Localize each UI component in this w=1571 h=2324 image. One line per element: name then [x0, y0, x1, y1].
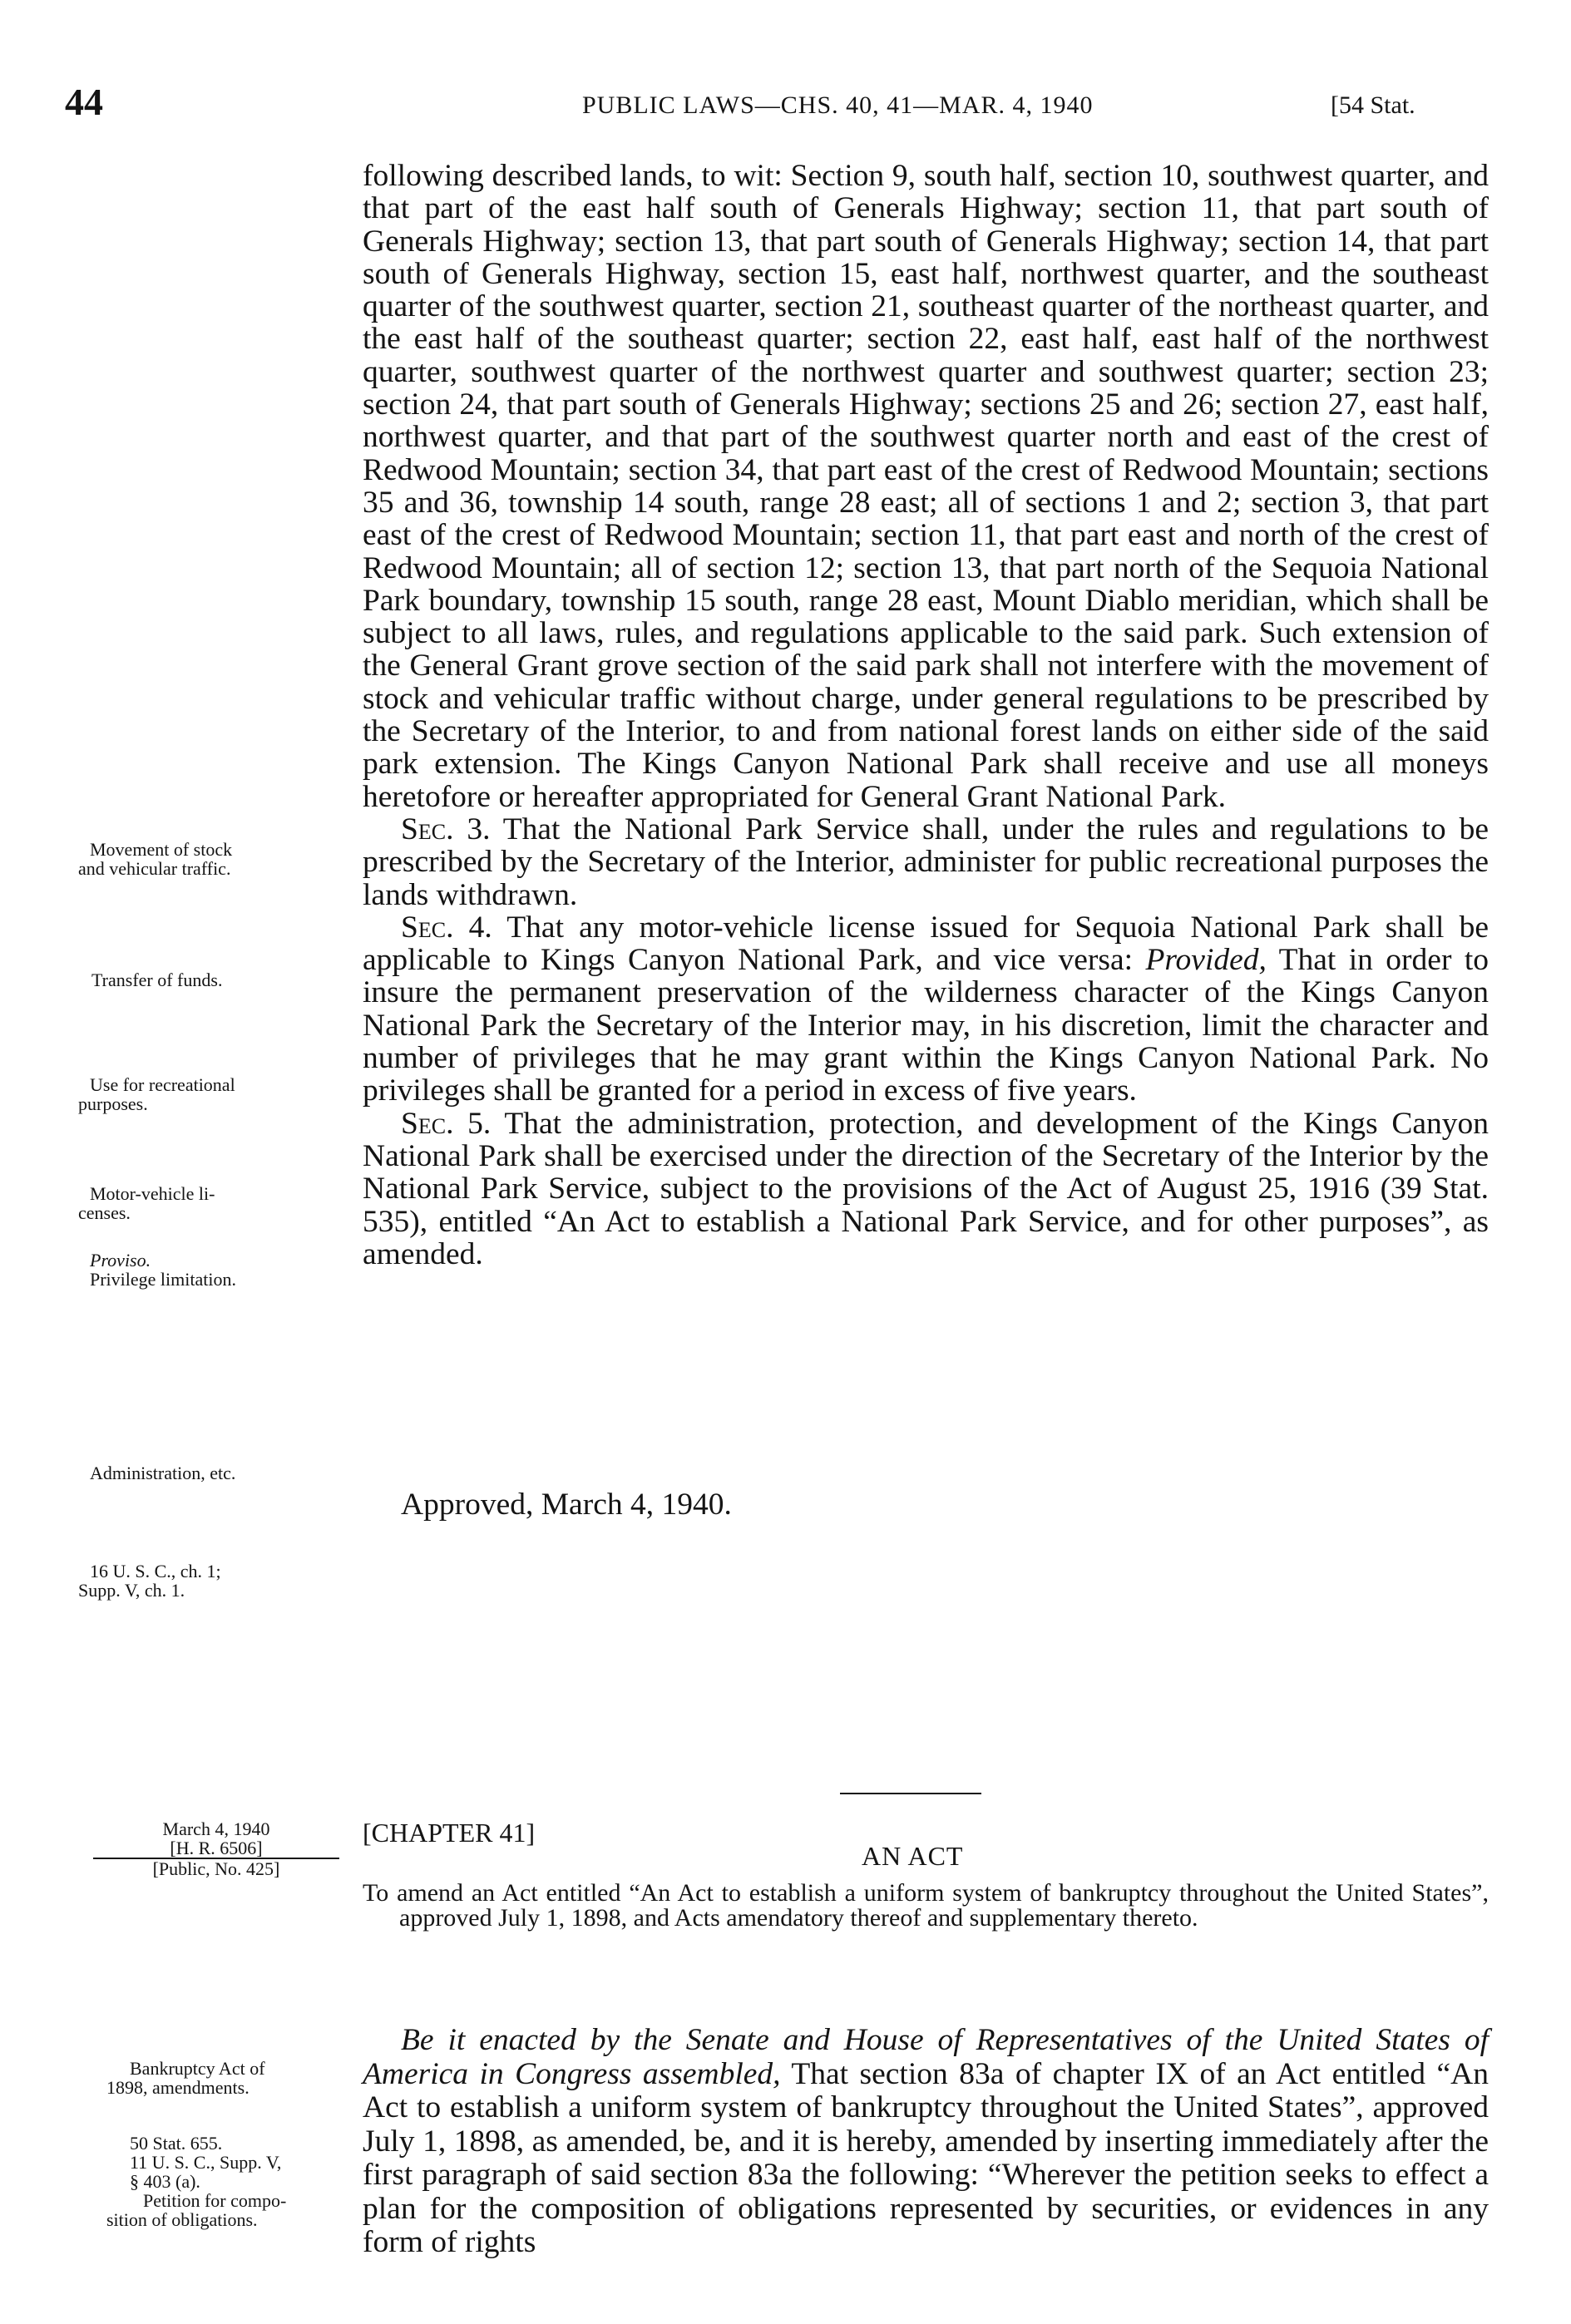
enacting-clause — [363, 2024, 1489, 2260]
statute-volume: [54 Stat. — [1331, 91, 1415, 119]
section-4-text-a: That any motor-vehicle license issued for Sequoia National Park shall be applicable to Kings Canyon National Park, and vice versa: — [363, 910, 1489, 978]
margin-note-enactment-data — [93, 1819, 339, 1878]
paragraph-lands-description: following described lands, to wit: Section 9, south half, section 10, southwest quarter, and that part of the east half south of Generals Highway; section 11, that part south of Generals Highway; section 13, that part south of Generals Highway; section 14, that part south of Generals Highway, section 15, east half, northwest quarter, and the southeast quarter of the southwest quarter, section 21, southeast quarter of the northeast quarter, and the east half of the southeast quarter; section 22, east half, east half of the northwest quarter, southwest quarter of the northwest quarter and southwest quarter; section 23; section 24, that part south of Generals Highway; sections 25 and 26; section 27, east half, northwest quarter, and that part of the southwest quarter north and east of the crest of Redwood Mountain; section 34, that part east of the crest of Redwood Mountain; sections 35 and 36, township 14 south, range 28 east; all of sections 1 and 2; section 3, that part east of the crest of Redwood Mountain; section 11, that part east and north of the crest of Redwood Mountain; all of section 12; section 13, that part north of the Sequoia National Park boundary, township 15 south, range 28 east, Mount Diablo meridian, which shall be subject to all laws, rules, and regulations applicable to the said park. Such extension of the General Grant grove section of the said park shall not interfere with the movement of stock and vehicular traffic without charge, under general regulations to be prescribed by the Secretary of the Interior, to and from national forest lands on either side of the said park extension. The Kings Canyon National Park shall receive and use all moneys heretofore or hereafter appropriated for General Grant National Park. — [363, 159, 1489, 814]
chapter-label: [CHAPTER 41] — [363, 1818, 536, 1848]
section-4-text-b: That in order to insure the permanent preservation of the wilderness character of the Kings Canyon National Park the Secretary of the Interior may, in his discretion, limit the character and number of privileges that he may grant within the Kings Canyon National Park. No privileges shall be granted for a period in excess of five years. — [363, 943, 1489, 1108]
margin-note-citations: 50 Stat. 655. 11 U. S. C., Supp. V, § 403 (a). Petition for compo- sition of obligations. — [106, 2133, 287, 2230]
margin-note-bankruptcy: Bankruptcy Act of 1898, amendments. — [106, 2058, 265, 2098]
page-number: 44 — [65, 81, 103, 123]
section-4-label: Sec. 4. — [401, 910, 492, 945]
act-title: To amend an Act entitled “An Act to establish a uniform system of bankruptcy throughout the United States”, approved July 1, 1898, and Acts amendatory thereof and supplementary thereto. — [363, 1879, 1489, 1932]
chapter-40-text — [363, 160, 1489, 1271]
enacting-text: That section 83a of chapter IX of an Act entitled “An Act to establish a uniform system of bankruptcy throughout the United States”, approved July 1, 1898, as amended, be, and it is hereby, amended by inserting immediately after the first paragraph of said section 83a the following: “Wherever the petition seeks to effect a plan for the composition of obligations represented by securities, or evidences in any form of rights — [363, 2056, 1489, 2259]
section-5-text: That the administration, protection, and development of the Kings Canyon National Park shall be exercised under the direction of the Secretary of the Interior by the National Park Service, subject to the provisions of the Act of August 25, 1916 (39 Stat. 535), entitled “An Act to establish a National Park Service, and for other purposes”, as amended. — [363, 1106, 1489, 1271]
approval-line: Approved, March 4, 1940. — [401, 1488, 732, 1522]
divider-rule — [840, 1793, 981, 1794]
margin-note-transfer: Transfer of funds. — [91, 970, 223, 990]
section-5 — [363, 1108, 1489, 1271]
act-heading: AN ACT — [862, 1841, 964, 1871]
margin-note-motor-vehicle: Motor-vehicle li- censes. — [78, 1183, 215, 1223]
margin-note-recreational: Use for recreational purposes. — [78, 1074, 235, 1114]
enactment-date: March 4, 1940 — [162, 1818, 270, 1839]
enacting-formula: Be it enacted by the Senate and House of Representatives of the United States of America in Congress assembled, — [363, 2023, 1489, 2091]
section-4 — [363, 911, 1489, 1108]
margin-note-proviso: Proviso. Privilege limitation. — [90, 1250, 236, 1290]
margin-note-administration: Administration, etc. — [90, 1463, 236, 1483]
running-head: PUBLIC LAWS—CHS. 40, 41—MAR. 4, 1940 — [582, 91, 1094, 119]
margin-note-usc-citation: 16 U. S. C., ch. 1; Supp. V, ch. 1. — [78, 1561, 221, 1601]
provided-word: Provided, — [1145, 943, 1267, 978]
bill-number: [H. R. 6506] — [93, 1838, 339, 1859]
section-3-text: That the National Park Service shall, under the rules and regulations to be prescribed by the Secretary of the Interior, administer for public recreational purposes the lands withdrawn. — [363, 812, 1489, 912]
margin-note-movement: Movement of stock and vehicular traffic. — [78, 839, 233, 879]
section-3 — [363, 813, 1489, 911]
public-law-number: [Public, No. 425] — [152, 1858, 280, 1879]
section-5-label: Sec. 5. — [401, 1106, 492, 1141]
section-3-label: Sec. 3. — [401, 812, 491, 846]
